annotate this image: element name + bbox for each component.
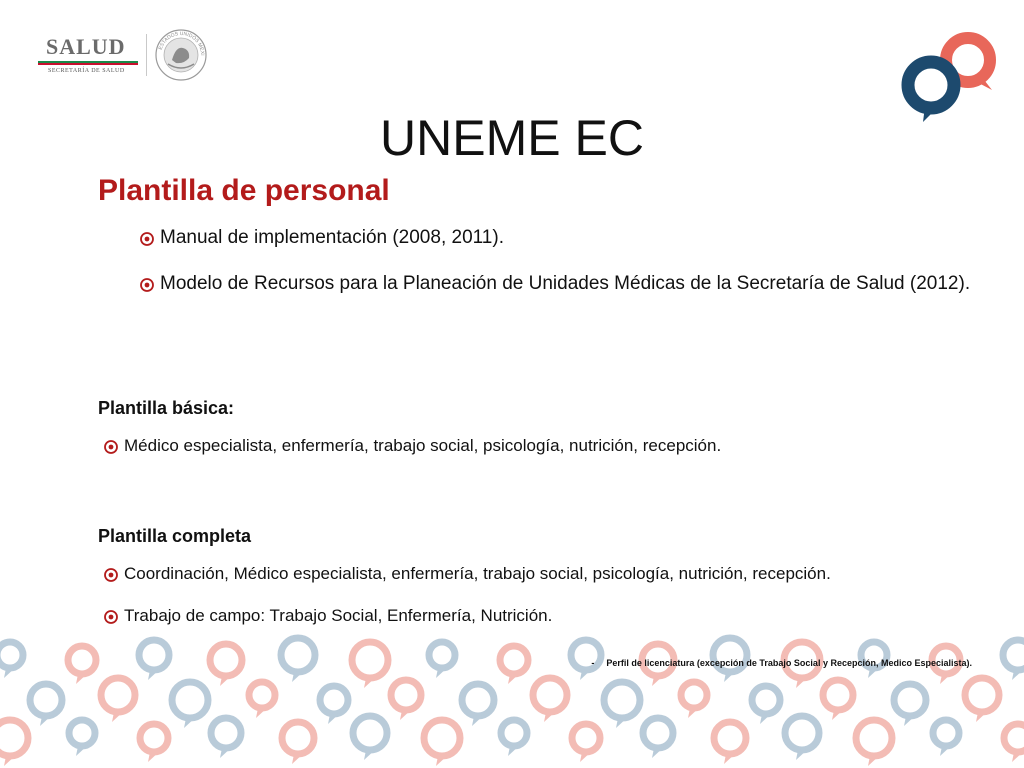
- basic-item: [98, 433, 978, 459]
- decorative-ring: [785, 716, 819, 760]
- decorative-ring: [572, 724, 600, 762]
- decorative-ring: [1003, 640, 1024, 680]
- decorative-ring: [643, 718, 673, 758]
- complete-item: [98, 603, 978, 629]
- decorative-ring: [533, 678, 567, 722]
- decorative-ring: [965, 678, 999, 722]
- decorative-ring: [714, 722, 746, 764]
- bullet-icon: [134, 277, 160, 293]
- decorative-ring: [210, 644, 242, 686]
- decorative-ring: [604, 682, 640, 728]
- decorative-ring: [752, 686, 780, 724]
- salud-logo: [36, 26, 216, 82]
- decorative-ring: [249, 682, 275, 718]
- decorative-ring: [894, 684, 926, 726]
- slide-subtitle: Plantilla de personal: [98, 174, 390, 207]
- decorative-ring: [172, 682, 208, 728]
- decorative-ring: [823, 680, 853, 720]
- decorative-ring: [1004, 724, 1024, 762]
- source-text: Manual de implementación (2008, 2011).: [160, 227, 504, 248]
- decorative-ring: [500, 646, 528, 684]
- decorative-ring: [391, 680, 421, 720]
- logo-line-red: [38, 63, 138, 65]
- logo-word: SALUD: [46, 34, 126, 59]
- footnote-text: Perfil de licenciatura (excepción de Trabajo Social y Recepción, Medico Especialista).: [606, 658, 972, 668]
- decorative-ring: [429, 642, 455, 678]
- bullet-icon: [134, 231, 160, 247]
- bullet-icon: [98, 567, 124, 583]
- footnote-marker: -: [591, 658, 595, 668]
- decorative-ring: [68, 646, 96, 684]
- coat-of-arms-icon: [154, 28, 208, 82]
- decorative-ring: [353, 716, 387, 760]
- decorative-ring: [320, 686, 348, 724]
- decorative-ring: [282, 722, 314, 764]
- decorative-ring: [101, 678, 135, 722]
- decorative-ring: [69, 720, 95, 756]
- complete-text: Trabajo de campo: Trabajo Social, Enfermería, Nutrición.: [124, 606, 553, 625]
- decorative-ring: [856, 720, 892, 766]
- source-item: [134, 222, 974, 254]
- source-text: Modelo de Recursos para la Planeación de Unidades Médicas de la Secretaría de Salud (2012).: [160, 273, 971, 294]
- decorative-ring: [30, 684, 62, 726]
- basic-heading: Plantilla básica:: [98, 398, 235, 418]
- complete-heading: Plantilla completa: [98, 526, 252, 546]
- complete-text: Coordinación, Médico especialista, enfermería, trabajo social, psicología, nutrición, recepción.: [124, 564, 831, 583]
- decorative-ring: [352, 642, 388, 688]
- decorative-ring: [0, 642, 23, 678]
- bullet-icon: [98, 609, 124, 625]
- decorative-ring: [281, 638, 315, 682]
- decorative-ring: [933, 720, 959, 756]
- basic-text: Médico especialista, enfermería, trabajo social, psicología, nutrición, recepción.: [124, 436, 722, 455]
- bullet-icon: [98, 439, 124, 455]
- logo-divider: [146, 34, 147, 76]
- logo-subtitle: SECRETARÍA DE SALUD: [48, 68, 125, 74]
- slide-title: UNEME EC: [380, 110, 644, 166]
- decorative-ring: [139, 640, 169, 680]
- complete-item: [98, 561, 978, 587]
- decorative-ring: [0, 720, 28, 766]
- decorative-pattern: [0, 630, 1024, 768]
- decorative-ring: [462, 684, 494, 726]
- footnote: [591, 658, 972, 668]
- decorative-ring: [681, 682, 707, 718]
- source-item: [134, 268, 974, 300]
- decorative-ring: [501, 720, 527, 756]
- seal-text: ESTADOS UNIDOS MEXI: [157, 30, 206, 56]
- decorative-ring: [140, 724, 168, 762]
- decorative-ring: [424, 720, 460, 766]
- decorative-ring: [211, 718, 241, 758]
